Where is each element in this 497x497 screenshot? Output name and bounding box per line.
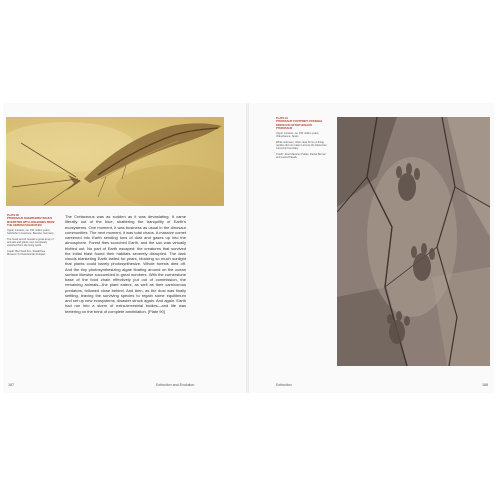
- right-caption: [276, 117, 328, 159]
- caption-title: PTEROSAUR FOOTPRINT, POSSIBLE DINOSAUR OR DOTHOSAUR PTEROSAUR: [276, 120, 323, 130]
- running-head-right: Extinction: [276, 383, 292, 387]
- page-number-right: 188: [482, 383, 488, 387]
- body-text: The Cretaceous was as sudden as it was devastating. It came literally out of the blue, shattering the tranquility of Earth's ecosystems. One moment, it was business as usual in the dinosaur communities. The next moment, it was total chaos. A massive comet careened into Earth sending tons of dust and gases up into the atmosphere. Forest fires scorched Earth, and the sun was virtually blotted out. No part of Earth escaped: the creatures that survived the initial blast found their habitats severely disrupted. The dark clouds blanketing Earth lasted for years, blocking so much sunlight that plants could barely photosynthesize. Whole forests died off. And the tiny photosynthesizing algae floating around on the ocean surface likewise succumbed in great numbers. With the cornerstone base of the food chain effectively put out of commission, the remaining animals—the plant eaters, as well as their carnivorous predators, followed close behind. And then, as the dust was finally settling, leaving the surviving species to regain some equilibrium and set up new ecosystems, disaster struck again. And again. Earth had run into a storm of extra-terrestrial bodies—and life was teetering on the brink of complete annihilation. [Plate 90]: [65, 214, 186, 314]
- left-caption: [7, 214, 55, 256]
- page-number-left: 187: [8, 383, 14, 387]
- plate-label: PLATE 90: [7, 214, 19, 217]
- caption-credit: Credit: José Martínez Pallas, Daniel Bernal and Laura Plasals: [276, 152, 326, 159]
- plate-label: PLATE 91: [276, 117, 288, 120]
- caption-specimen: Upper Jurassic, ca. 150 million years; Solnhofen Limestone, Bavaria, Germany: [7, 229, 54, 236]
- footprint-rock-photo: [337, 117, 490, 366]
- fish-fossil-image: [6, 117, 224, 206]
- caption-description: While unknown, other clear forms of living reptiles did not make it across the Mesozoic-Cenozoic boundary.: [276, 140, 328, 151]
- caption-specimen: Upper Jurassic, ca. 150 million years; Villeurbanne, Spain: [276, 132, 320, 139]
- footprint-rock-image: [337, 117, 490, 366]
- running-head-left: Extinction and Evolution: [156, 383, 195, 387]
- caption-description: The fossil record reveals a great array of animals and plants now completely vanished from the living world.: [7, 237, 54, 248]
- caption-title: PTEROSAUR RHAMPHORHYNCHUS MUENSTERI WITH JAW-BONES FROM THE GERMAN SOLNHOFEN: [7, 217, 55, 227]
- fish-fossil-photo: [6, 117, 224, 206]
- caption-credit: Credit: Bernhard Fox, Staatliches Museum für Naturkunde Stuttgart: [7, 249, 46, 256]
